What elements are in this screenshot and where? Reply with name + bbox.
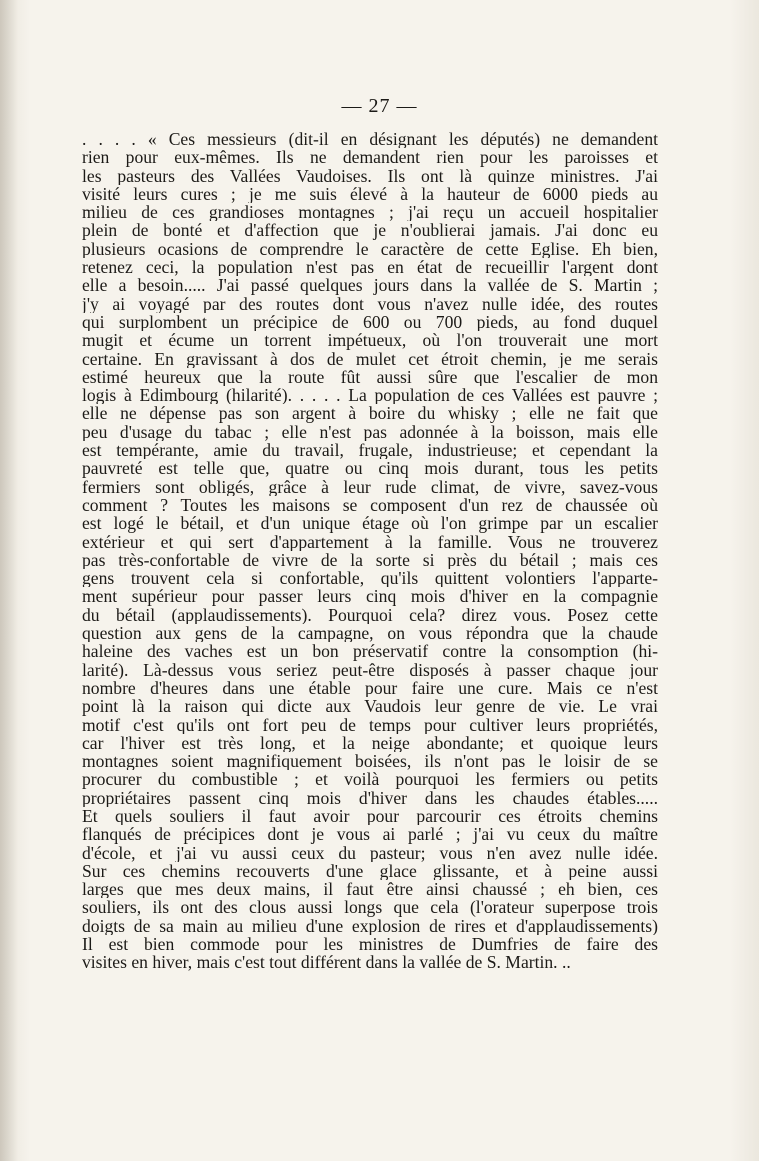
text-line: pas très-confortable de vivre de la sorte si près du bétail ; mais ces (82, 550, 658, 570)
text-line: certaine. En gravissant à dos de mulet cet étroit chemin, je me serais (82, 349, 658, 368)
text-line: point là la raison qui dicte aux Vaudois leur genre de vie. Le vrai (82, 697, 658, 716)
text-line: plein de bonté et d'affection que je n'oublierai jamais. J'ai donc eu (82, 221, 658, 240)
text-line: estimé heureux que la route fût aussi sûre que l'escalier de mon (82, 367, 658, 387)
text-line: rien pour eux-mêmes. Ils ne demandent rien pour les paroisses et (82, 148, 658, 167)
text-line: pauvreté est telle que, quatre ou cinq mois durant, tous les petits (82, 459, 658, 478)
text-line: Il est bien commode pour les ministres de Dumfries de faire des (82, 935, 658, 954)
text-line: retenez ceci, la population n'est pas en état de recueillir l'argent dont (82, 258, 658, 277)
text-line: logis à Edimbourg (hilarité). . . . . La population de ces Vallées est pauvre ; (82, 386, 658, 405)
text-line: procurer du combustible ; et voilà pourquoi les fermiers ou petits (82, 770, 658, 789)
text-line: elle ne dépense pas son argent à boire du whisky ; elle ne fait que (82, 404, 658, 423)
text-line: plusieurs ocasions de comprendre le caractère de cette Eglise. Eh bien, (82, 239, 658, 259)
text-line: est tempérante, amie du travail, frugale, industrieuse; et cependant la (82, 441, 658, 460)
text-line: elle a besoin..... J'ai passé quelques jours dans la vallée de S. Martin ; (82, 276, 658, 295)
text-line: haleine des vaches est un bon préservatif contre la consomption (hi- (82, 642, 658, 661)
body-text (82, 130, 658, 972)
text-line: ment supérieur pour passer leurs cinq mois d'hiver en la compagnie (82, 587, 658, 606)
text-line: car l'hiver est très long, et la neige abondante; et quoique leurs (82, 733, 658, 753)
text-line: visité leurs cures ; je me suis élevé à la hauteur de 6000 pieds au (82, 184, 658, 204)
text-line: milieu de ces grandioses montagnes ; j'ai reçu un accueil hospitalier (82, 203, 658, 222)
text-line: propriétaires passent cinq mois d'hiver dans les chaudes étables..... (82, 788, 658, 807)
page-number: — 27 — (341, 95, 418, 117)
text-line: peu d'usage du tabac ; elle n'est pas adonnée à la boisson, mais elle (82, 422, 658, 442)
text-line: les pasteurs des Vallées Vaudoises. Ils ont là quinze ministres. J'ai (82, 166, 658, 185)
text-line: larges que mes deux mains, il faut être ainsi chaussé ; eh bien, ces (82, 880, 658, 899)
text-line: j'y ai voyagé par des routes dont vous n'avez nulle idée, des routes (82, 294, 658, 313)
text-line: extérieur et qui sert d'appartement à la famille. Vous ne trouverez (82, 532, 658, 551)
text-line: nombre d'heures dans une étable pour faire une cure. Mais ce n'est (82, 678, 658, 698)
text-line: fermiers sont obligés, grâce à leur rude climat, de vivre, savez-vous (82, 477, 658, 496)
text-line: flanqués de précipices dont je vous ai parlé ; j'ai vu ceux du maître (82, 825, 658, 844)
text-line: larité). Là-dessus vous seriez peut-être disposés à passer chaque jour (82, 660, 658, 679)
text-line: souliers, ils ont des clous aussi longs que cela (l'orateur superpose trois (82, 898, 658, 917)
text-line: visites en hiver, mais c'est tout différent dans la vallée de S. Martin. .. (82, 953, 571, 972)
text-line: doigts de sa main au milieu d'une explosion de rires et d'applaudissements) (82, 916, 658, 936)
text-line: comment ? Toutes les maisons se composent d'un rez de chaussée où (82, 495, 658, 515)
text-line: montagnes soient magnifiquement boisées, ils n'ont pas le loisir de se (82, 752, 658, 771)
text-line: gens trouvent cela si confortable, qu'ils quittent volontiers l'apparte- (82, 569, 658, 588)
text-line: qui surplombent un précipice de 600 ou 700 pieds, au fond duquel (82, 312, 658, 332)
text-line: du bétail (applaudissements). Pourquoi cela? direz vous. Posez cette (82, 605, 658, 625)
text-line: mugit et écume un torrent impétueux, où l'on trouverait une mort (82, 331, 658, 350)
text-line: question aux gens de la campagne, on vous répondra que la chaude (82, 624, 658, 643)
text-line: motif c'est qu'ils ont fort peu de temps pour cultiver leurs propriétés, (82, 715, 658, 734)
page-edge-shadow (0, 0, 18, 1161)
text-line: d'école, et j'ai vu aussi ceux du pasteur; vous n'en avez nulle idée. (82, 843, 658, 862)
text-line: Sur ces chemins recouverts d'une glace glissante, et à peine aussi (82, 861, 658, 881)
text-line: Et quels souliers il faut avoir pour parcourir ces étroits chemins (82, 806, 658, 826)
text-line: . . . . « Ces messieurs (dit-il en désignant les députés) ne demandent (82, 130, 658, 149)
text-line: est logé le bétail, et d'un unique étage où l'on grimpe par un escalier (82, 514, 658, 533)
